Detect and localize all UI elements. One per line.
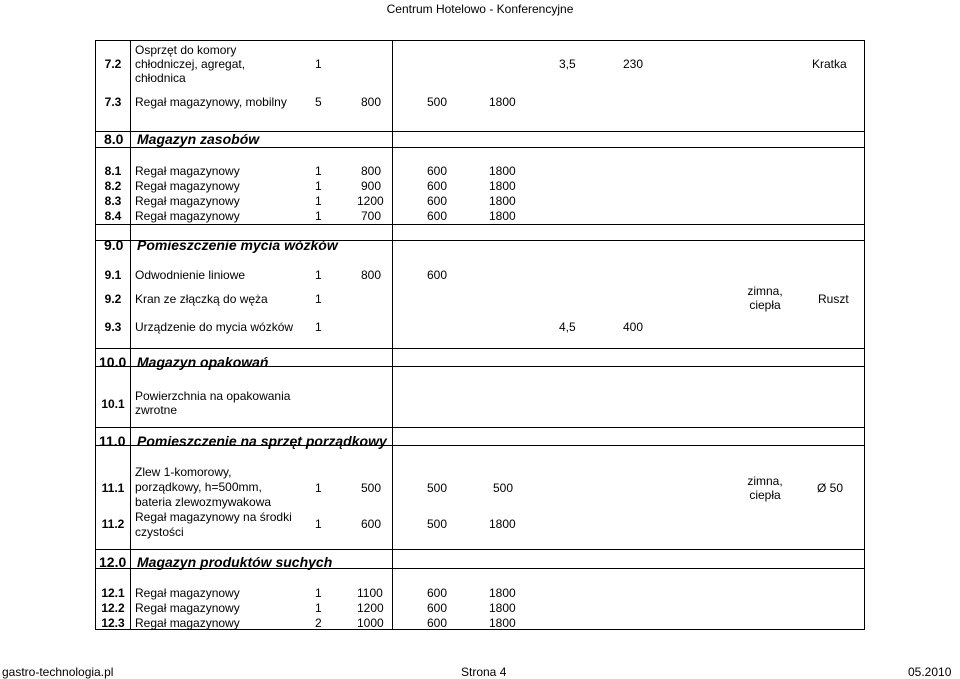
height: 1800 xyxy=(489,95,516,109)
voltage-value: 400 xyxy=(623,320,644,334)
section-number: 9.0 xyxy=(104,237,124,253)
depth: 500 xyxy=(427,481,448,495)
item-name-line: porządkowy, h=500mm, xyxy=(135,480,262,494)
row-number: 7.2 xyxy=(104,57,122,71)
footer-page-number: Strona 4 xyxy=(461,665,507,679)
equipment-table xyxy=(95,40,865,630)
section-title: Magazyn produktów suchych xyxy=(137,554,333,570)
item-name-line: chłodniczej, agregat, xyxy=(135,57,246,71)
item-name: Regał magazynowy xyxy=(135,209,240,223)
water-type-line: zimna, xyxy=(747,474,783,488)
width: 500 xyxy=(361,481,382,495)
col-line xyxy=(864,40,865,630)
qty: 1 xyxy=(315,601,322,615)
item-name: Regał magazynowy xyxy=(135,601,240,615)
drain-type: Kratka xyxy=(812,57,847,71)
col-line xyxy=(130,40,131,630)
item-name: Regał magazynowy xyxy=(135,586,240,600)
section-title: Pomieszczenie na sprzęt porządkowy xyxy=(137,433,387,449)
item-name-line: Regał magazynowy na środki xyxy=(135,510,292,524)
height: 1800 xyxy=(489,517,516,531)
item-name: Regał magazynowy xyxy=(135,616,240,630)
row-number: 10.1 xyxy=(101,397,125,411)
item-name: Regał magazynowy xyxy=(135,179,240,193)
water-type-line: ciepła xyxy=(749,488,781,502)
height: 1800 xyxy=(489,209,516,223)
item-name-line: Osprzęt do komory xyxy=(135,43,237,57)
row-number: 8.2 xyxy=(104,179,122,193)
footer-date: 05.2010 xyxy=(908,665,952,679)
width: 1200 xyxy=(357,194,384,208)
row-line xyxy=(95,224,865,225)
qty: 1 xyxy=(315,179,322,193)
row-number: 11.1 xyxy=(101,481,125,495)
width: 800 xyxy=(361,95,382,109)
width: 1200 xyxy=(357,601,384,615)
qty: 1 xyxy=(315,517,322,531)
section-number: 10.0 xyxy=(99,354,127,370)
qty: 2 xyxy=(315,616,322,630)
row-number: 8.3 xyxy=(104,194,122,208)
water-type-line: zimna, xyxy=(747,284,783,298)
footer-site: gastro-technologia.pl xyxy=(2,665,114,679)
row-number: 8.4 xyxy=(104,209,122,223)
item-name: Regał magazynowy xyxy=(135,194,240,208)
height: 1800 xyxy=(489,616,516,630)
item-name: Odwodnienie liniowe xyxy=(135,268,246,282)
section-number: 12.0 xyxy=(99,554,127,570)
row-number: 12.2 xyxy=(101,601,125,615)
qty: 1 xyxy=(315,320,322,334)
depth: 600 xyxy=(427,616,448,630)
depth: 600 xyxy=(427,209,448,223)
row-line xyxy=(95,40,865,41)
item-name-line: bateria zlewozmywakowa xyxy=(135,495,272,509)
item-name-line: Powierzchnia na opakowania xyxy=(135,389,291,403)
water-type-line: ciepła xyxy=(749,298,781,312)
row-number: 9.3 xyxy=(104,320,122,334)
qty: 1 xyxy=(315,164,322,178)
depth: 600 xyxy=(427,601,448,615)
depth: 600 xyxy=(427,164,448,178)
row-line xyxy=(95,147,865,148)
item-name: Regał magazynowy xyxy=(135,164,240,178)
depth: 500 xyxy=(427,517,448,531)
section-title: Magazyn zasobów xyxy=(137,131,260,147)
qty: 1 xyxy=(315,57,322,71)
power-value: 4,5 xyxy=(559,320,576,334)
drain-diameter: Ø 50 xyxy=(817,481,844,495)
qty: 1 xyxy=(315,268,322,282)
item-name-line: Zlew 1-komorowy, xyxy=(135,465,232,479)
height: 1800 xyxy=(489,586,516,600)
width: 700 xyxy=(361,209,382,223)
row-number: 9.1 xyxy=(104,268,122,282)
voltage-value: 230 xyxy=(623,57,644,71)
row-number: 8.1 xyxy=(104,164,122,178)
item-name-line: zwrotne xyxy=(135,403,178,417)
width: 600 xyxy=(361,517,382,531)
qty: 5 xyxy=(315,95,322,109)
height: 1800 xyxy=(489,179,516,193)
item-name: Regał magazynowy, mobilny xyxy=(135,95,287,109)
row-line xyxy=(95,427,865,428)
col-line xyxy=(392,40,393,630)
qty: 1 xyxy=(315,194,322,208)
section-title: Magazyn opakowań xyxy=(137,354,269,370)
qty: 1 xyxy=(315,586,322,600)
depth: 600 xyxy=(427,179,448,193)
section-number: 11.0 xyxy=(99,433,126,449)
depth: 500 xyxy=(427,95,448,109)
qty: 1 xyxy=(315,292,322,306)
item-name-line: czystości xyxy=(135,525,184,539)
power-value: 3,5 xyxy=(559,57,576,71)
row-line xyxy=(95,549,865,550)
section-number: 8.0 xyxy=(104,131,124,147)
section-title: Pomieszczenie mycia wózków xyxy=(137,237,338,253)
width: 1100 xyxy=(357,586,383,600)
width: 800 xyxy=(361,268,382,282)
page-header: Centrum Hotelowo - Konferencyjne xyxy=(386,2,574,16)
depth: 600 xyxy=(427,586,448,600)
drain-type: Ruszt xyxy=(818,292,849,306)
width: 1000 xyxy=(357,616,384,630)
qty: 1 xyxy=(315,481,322,495)
height: 1800 xyxy=(489,194,516,208)
item-name-line: chłodnica xyxy=(135,71,186,85)
depth: 600 xyxy=(427,194,448,208)
item-name: Urządzenie do mycia wózków xyxy=(135,320,294,334)
row-number: 11.2 xyxy=(101,517,125,531)
height: 1800 xyxy=(489,601,516,615)
qty: 1 xyxy=(315,209,322,223)
width: 900 xyxy=(361,179,382,193)
row-number: 7.3 xyxy=(104,95,122,109)
width: 800 xyxy=(361,164,382,178)
row-number: 12.1 xyxy=(101,586,125,600)
height: 1800 xyxy=(489,164,516,178)
row-line xyxy=(95,348,865,349)
item-name: Kran ze złączką do węża xyxy=(135,292,268,306)
row-number: 9.2 xyxy=(104,292,122,306)
col-line xyxy=(95,40,96,630)
row-number: 12.3 xyxy=(101,616,125,630)
depth: 600 xyxy=(427,268,448,282)
height: 500 xyxy=(493,481,514,495)
